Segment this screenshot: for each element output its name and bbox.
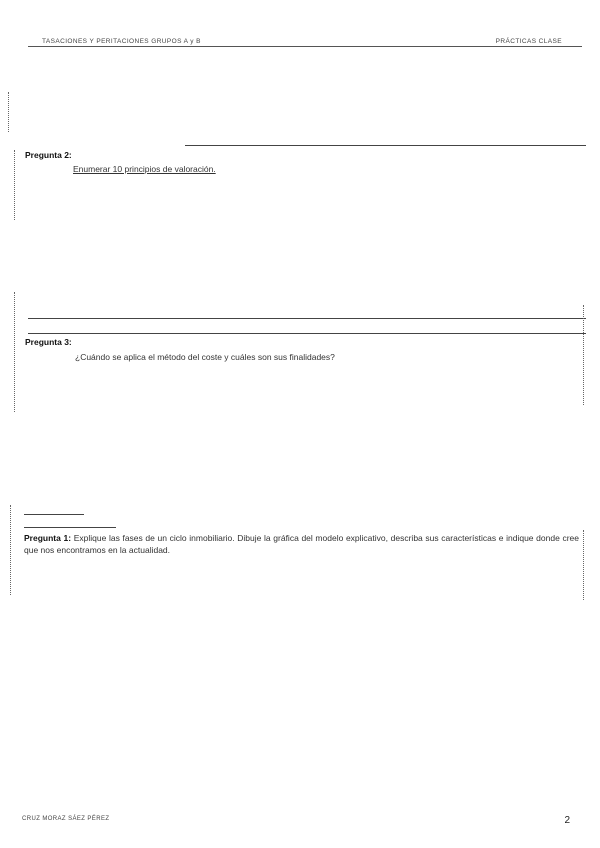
footer-author: CRUZ MORAZ SÁEZ PÉREZ [22, 816, 110, 822]
question-3-rule-a [28, 318, 586, 319]
header-rule [28, 46, 582, 47]
page-number: 2 [564, 815, 570, 826]
question-3-rule-b [28, 333, 586, 334]
question-1-paragraph [24, 532, 579, 556]
question-2-label: Pregunta 2: [25, 150, 72, 160]
question-3-right-border [583, 305, 584, 405]
question-1-rule-b [24, 527, 116, 528]
question-1-right-border [583, 530, 584, 600]
margin-mark [10, 505, 11, 595]
header-title: TASACIONES Y PERITACIONES GRUPOS A y B [42, 38, 201, 45]
question-3-text: ¿Cuándo se aplica el método del coste y cuáles son sus finalidades? [75, 352, 335, 362]
margin-mark [14, 150, 15, 220]
margin-mark [14, 292, 15, 412]
question-2-text: Enumerar 10 principios de valoración. [73, 164, 216, 174]
question-1-text: Explique las fases de un ciclo inmobiliario. Dibuje la gráfica del modelo explicativo, describa sus características e indique donde cree que nos encontramos en la actualidad. [24, 533, 579, 555]
margin-mark [8, 92, 9, 132]
question-1-rule-a [24, 514, 84, 515]
question-3-label: Pregunta 3: [25, 337, 72, 347]
header-section: PRÁCTICAS CLASE [495, 38, 562, 45]
question-2-top-rule [185, 145, 586, 146]
question-1-label: Pregunta 1: [24, 533, 72, 543]
